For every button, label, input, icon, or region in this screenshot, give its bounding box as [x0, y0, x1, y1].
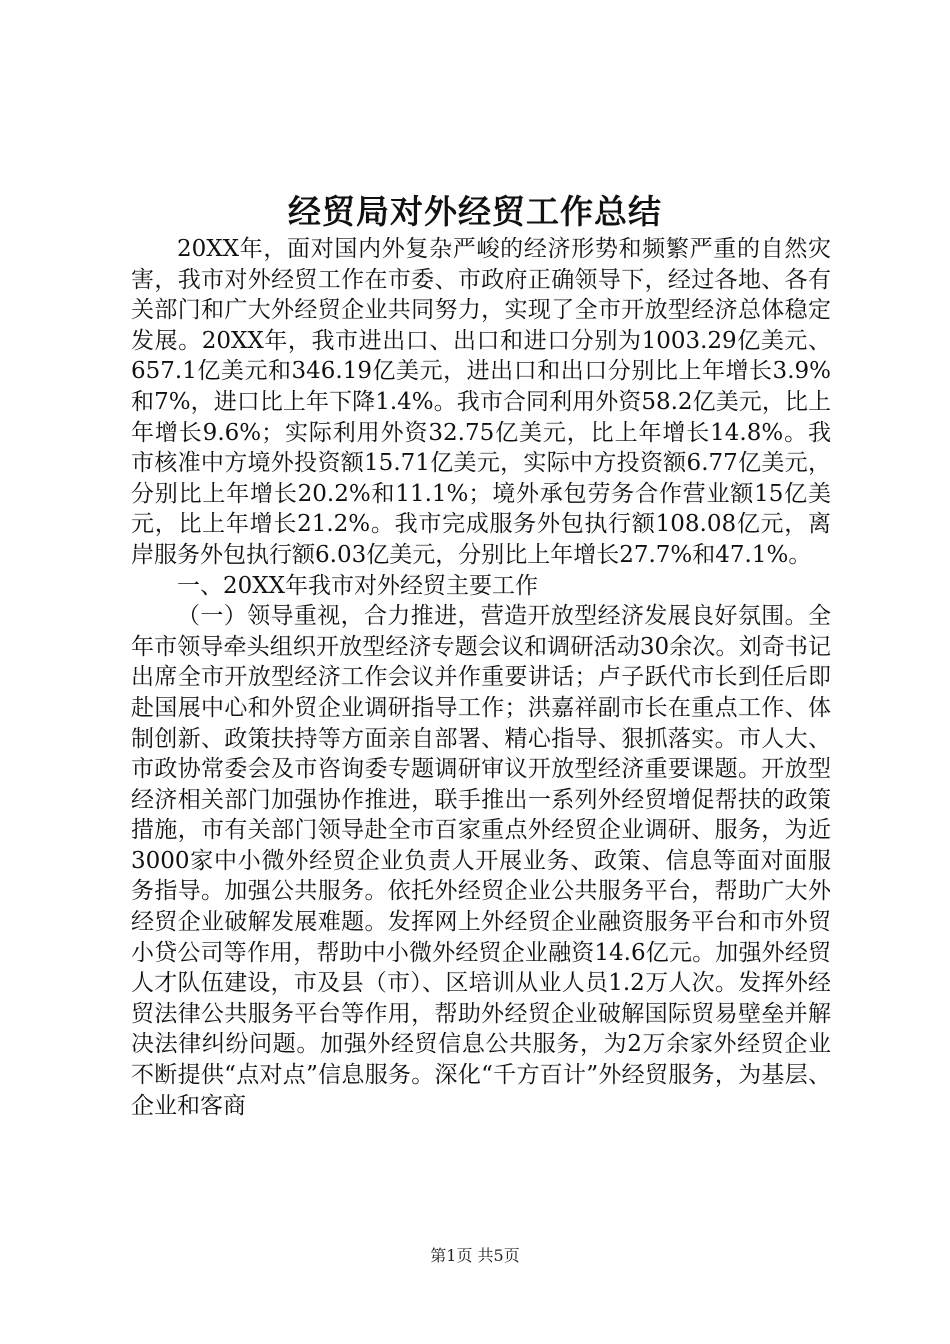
section-heading: 一、20XX年我市对外经贸主要工作: [177, 572, 539, 599]
document-body: [131, 234, 831, 1121]
page-footer: 第1页 共5页: [430, 1246, 520, 1265]
document-title: 经贸局对外经贸工作总结: [288, 192, 662, 231]
subsection-paragraph: （一）领导重视，合力推进，营造开放型经济发展良好氛围。全年市领导牵头组织开放型经济专题会议和调研活动30余次。刘奇书记出席全市开放型经济工作会议并作重要讲话；卢子跃代市长到任后即赴国展中心和外贸企业调研指导工作；洪嘉祥副市长在重点工作、体制创新、政策扶持等方面亲自部署、精心指导、狠抓落实。市人大、市政协常委会及市咨询委专题调研审议开放型经济重要课题。开放型经济相关部门加强协作推进，联手推出一系列外经贸增促帮扶的政策措施，市有关部门领导赴全市百家重点外经贸企业调研、服务，为近3000家中小微外经贸企业负责人开展业务、政策、信息等面对面服务指导。加强公共服务。依托外经贸企业公共服务平台，帮助广大外经贸企业破解发展难题。发挥网上外经贸企业融资服务平台和市外贸小贷公司等作用，帮助中小微外经贸企业融资14.6亿元。加强外经贸人才队伍建设，市及县（市）、区培训从业人员1.2万人次。发挥外经贸法律公共服务平台等作用，帮助外经贸企业破解国际贸易壁垒并解决法律纠纷问题。加强外经贸信息公共服务，为2万余家外经贸企业不断提供“点对点”信息服务。深化“千方百计”外经贸服务，为基层、企业和客商: [131, 603, 831, 1119]
intro-paragraph: 20XX年，面对国内外复杂严峻的经济形势和频繁严重的自然灾害，我市对外经贸工作在市委、市政府正确领导下，经过各地、各有关部门和广大外经贸企业共同努力，实现了全市开放型经济总体稳定发展。20XX年，我市进出口、出口和进口分别为1003.29亿美元、657.1亿美元和346.19亿美元，进出口和出口分别比上年增长3.9%和7%，进口比上年下降1.4%。我市合同利用外资58.2亿美元，比上年增长9.6%；实际利用外资32.75亿美元，比上年增长14.8%。我市核准中方境外投资额15.71亿美元，实际中方投资额6.77亿美元，分别比上年增长20.2%和11.1%；境外承包劳务合作营业额15亿美元，比上年增长21.2%。我市完成服务外包执行额108.08亿元，离岸服务外包执行额6.03亿美元，分别比上年增长27.7%和47.1%。: [131, 236, 831, 568]
